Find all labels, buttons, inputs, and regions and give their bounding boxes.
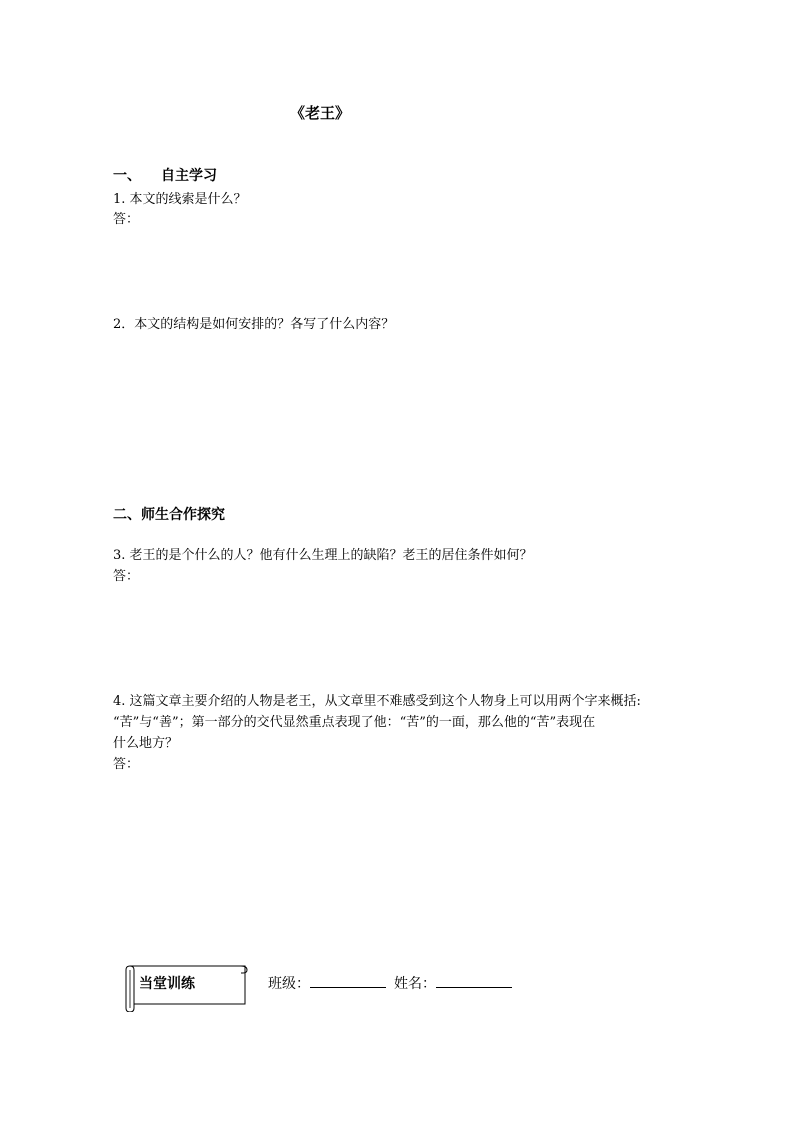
class-label: 班级： <box>268 976 310 992</box>
practice-banner <box>123 962 249 1012</box>
page-title: 《老王》 <box>290 104 351 122</box>
section-label: 自主学习 <box>161 168 217 184</box>
name-label: 姓名： <box>394 976 436 992</box>
answer-label-4: 答： <box>113 757 140 772</box>
answer-label-1: 答： <box>113 212 140 227</box>
question-4-line-2: “苦”与“善”；第一部分的交代显然重点表现了他：“苦”的一面，那么他的“苦”表现在 <box>113 715 596 730</box>
class-field[interactable] <box>310 973 386 988</box>
student-info-row <box>268 973 520 993</box>
name-field[interactable] <box>436 973 512 988</box>
section-heading-self-study <box>113 165 217 185</box>
question-2: 2．本文的结构是如何安排的？各写了什么内容？ <box>113 317 395 332</box>
answer-label-3: 答： <box>113 569 140 584</box>
question-4-line-1: 4. 这篇文章主要介绍的人物是老王，从文章里不难感受到这个人物身上可以用两个字来概括: <box>113 694 641 709</box>
question-4-line-3: 什么地方？ <box>113 736 179 751</box>
question-3: 3. 老王的是个什么的人？他有什么生理上的缺陷？老王的居住条件如何？ <box>113 548 533 563</box>
question-1: 1. 本文的线索是什么？ <box>113 192 247 207</box>
section-number: 一、 <box>113 168 141 184</box>
practice-banner-label: 当堂训练 <box>139 976 195 992</box>
section-heading-inquiry: 二、师生合作探究 <box>113 507 225 523</box>
